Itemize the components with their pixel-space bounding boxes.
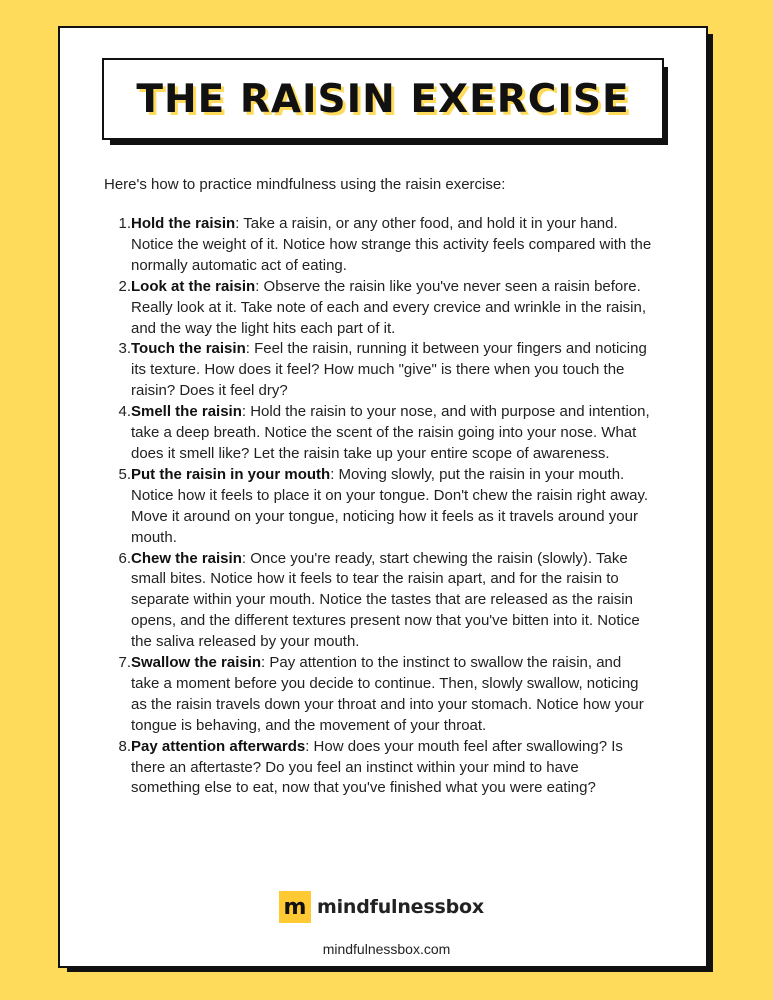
step-number: 6. (118, 549, 131, 567)
step-number: 2. (118, 277, 131, 295)
step-text: : Hold the raisin to your nose, and with purpose and intention, take a deep breath. Notice the scent of the raisin going into your nose. What does it smell like? Let the raisin take up your entire scope of awareness. (131, 403, 650, 462)
step-title: Smell the raisin (131, 403, 242, 421)
step-text: : Pay attention to the instinct to swallow the raisin, and take a moment before you decide to continue. Then, slowly swallow, noticing as the raisin travels down your throat and into your stomach. Notice how your tongue is behaving, and the movement of your throat. (131, 654, 644, 734)
step-number: 5. (118, 465, 131, 483)
list-item (104, 465, 652, 549)
step-number: 3. (118, 340, 131, 358)
step-title: Look at the raisin (131, 277, 256, 295)
list-item (104, 339, 652, 402)
brand-logo (279, 890, 484, 924)
step-number: 7. (118, 654, 131, 672)
step-title: Hold the raisin (131, 215, 236, 232)
list-item (104, 737, 652, 800)
footer-url: mindfulnessbox.com (322, 941, 451, 957)
step-text: : How does your mouth feel after swallowing? Is there an aftertaste? Do you feel an instinct within your mind to have something else to eat, now that you've finished what you were eating? (131, 737, 623, 797)
step-title: Put the raisin in your mouth (131, 465, 331, 483)
step-number: 4. (118, 403, 131, 421)
step-number: 8. (118, 737, 131, 755)
step-title: Swallow the raisin (131, 654, 262, 672)
steps-list (104, 214, 652, 799)
list-item (104, 402, 652, 465)
step-text: : Observe the raisin like you've never seen a raisin before. Really look at it. Take note of each and every crevice and wrinkle in the raisin, and the way the light hits each part of it. (131, 277, 646, 337)
list-item (104, 653, 652, 737)
step-text: : Once you're ready, start chewing the raisin (slowly). Take small bites. Notice how it feels to tear the raisin apart, and for the raisin to separate within your mouth. Notice the tastes that are released as the raisin opens, and the different textures present now that you've bitten into it. Notice the saliva released by your mouth. (131, 549, 640, 651)
logo-text: mindfulnessbox (317, 896, 484, 918)
step-text: : Moving slowly, put the raisin in your mouth. Notice how it feels to place it on your tongue. Don't chew the raisin right away. Move it around on your tongue, noticing how it feels as it travels around your mouth. (131, 465, 649, 546)
list-item (104, 214, 652, 277)
page-title: THE RAISIN EXERCISE (136, 76, 630, 122)
list-item (104, 549, 652, 654)
logo-m-icon: m (279, 891, 311, 923)
list-item (104, 277, 652, 340)
step-text: : Take a raisin, or any other food, and hold it in your hand. Notice the weight of it. Notice how strange this activity feels compared with the normally automatic act of eating. (131, 215, 652, 274)
step-title: Pay attention afterwards (131, 737, 306, 755)
step-title: Touch the raisin (131, 340, 246, 358)
title-box (102, 58, 664, 140)
step-title: Chew the raisin (131, 549, 242, 567)
step-text: : Feel the raisin, running it between your fingers and noticing its texture. How does it feel? How much "give" is there when you touch the raisin? Does it feel dry? (131, 340, 647, 400)
intro-text: Here's how to practice mindfulness using the raisin exercise: (104, 176, 506, 193)
step-number: 1. (118, 215, 131, 232)
